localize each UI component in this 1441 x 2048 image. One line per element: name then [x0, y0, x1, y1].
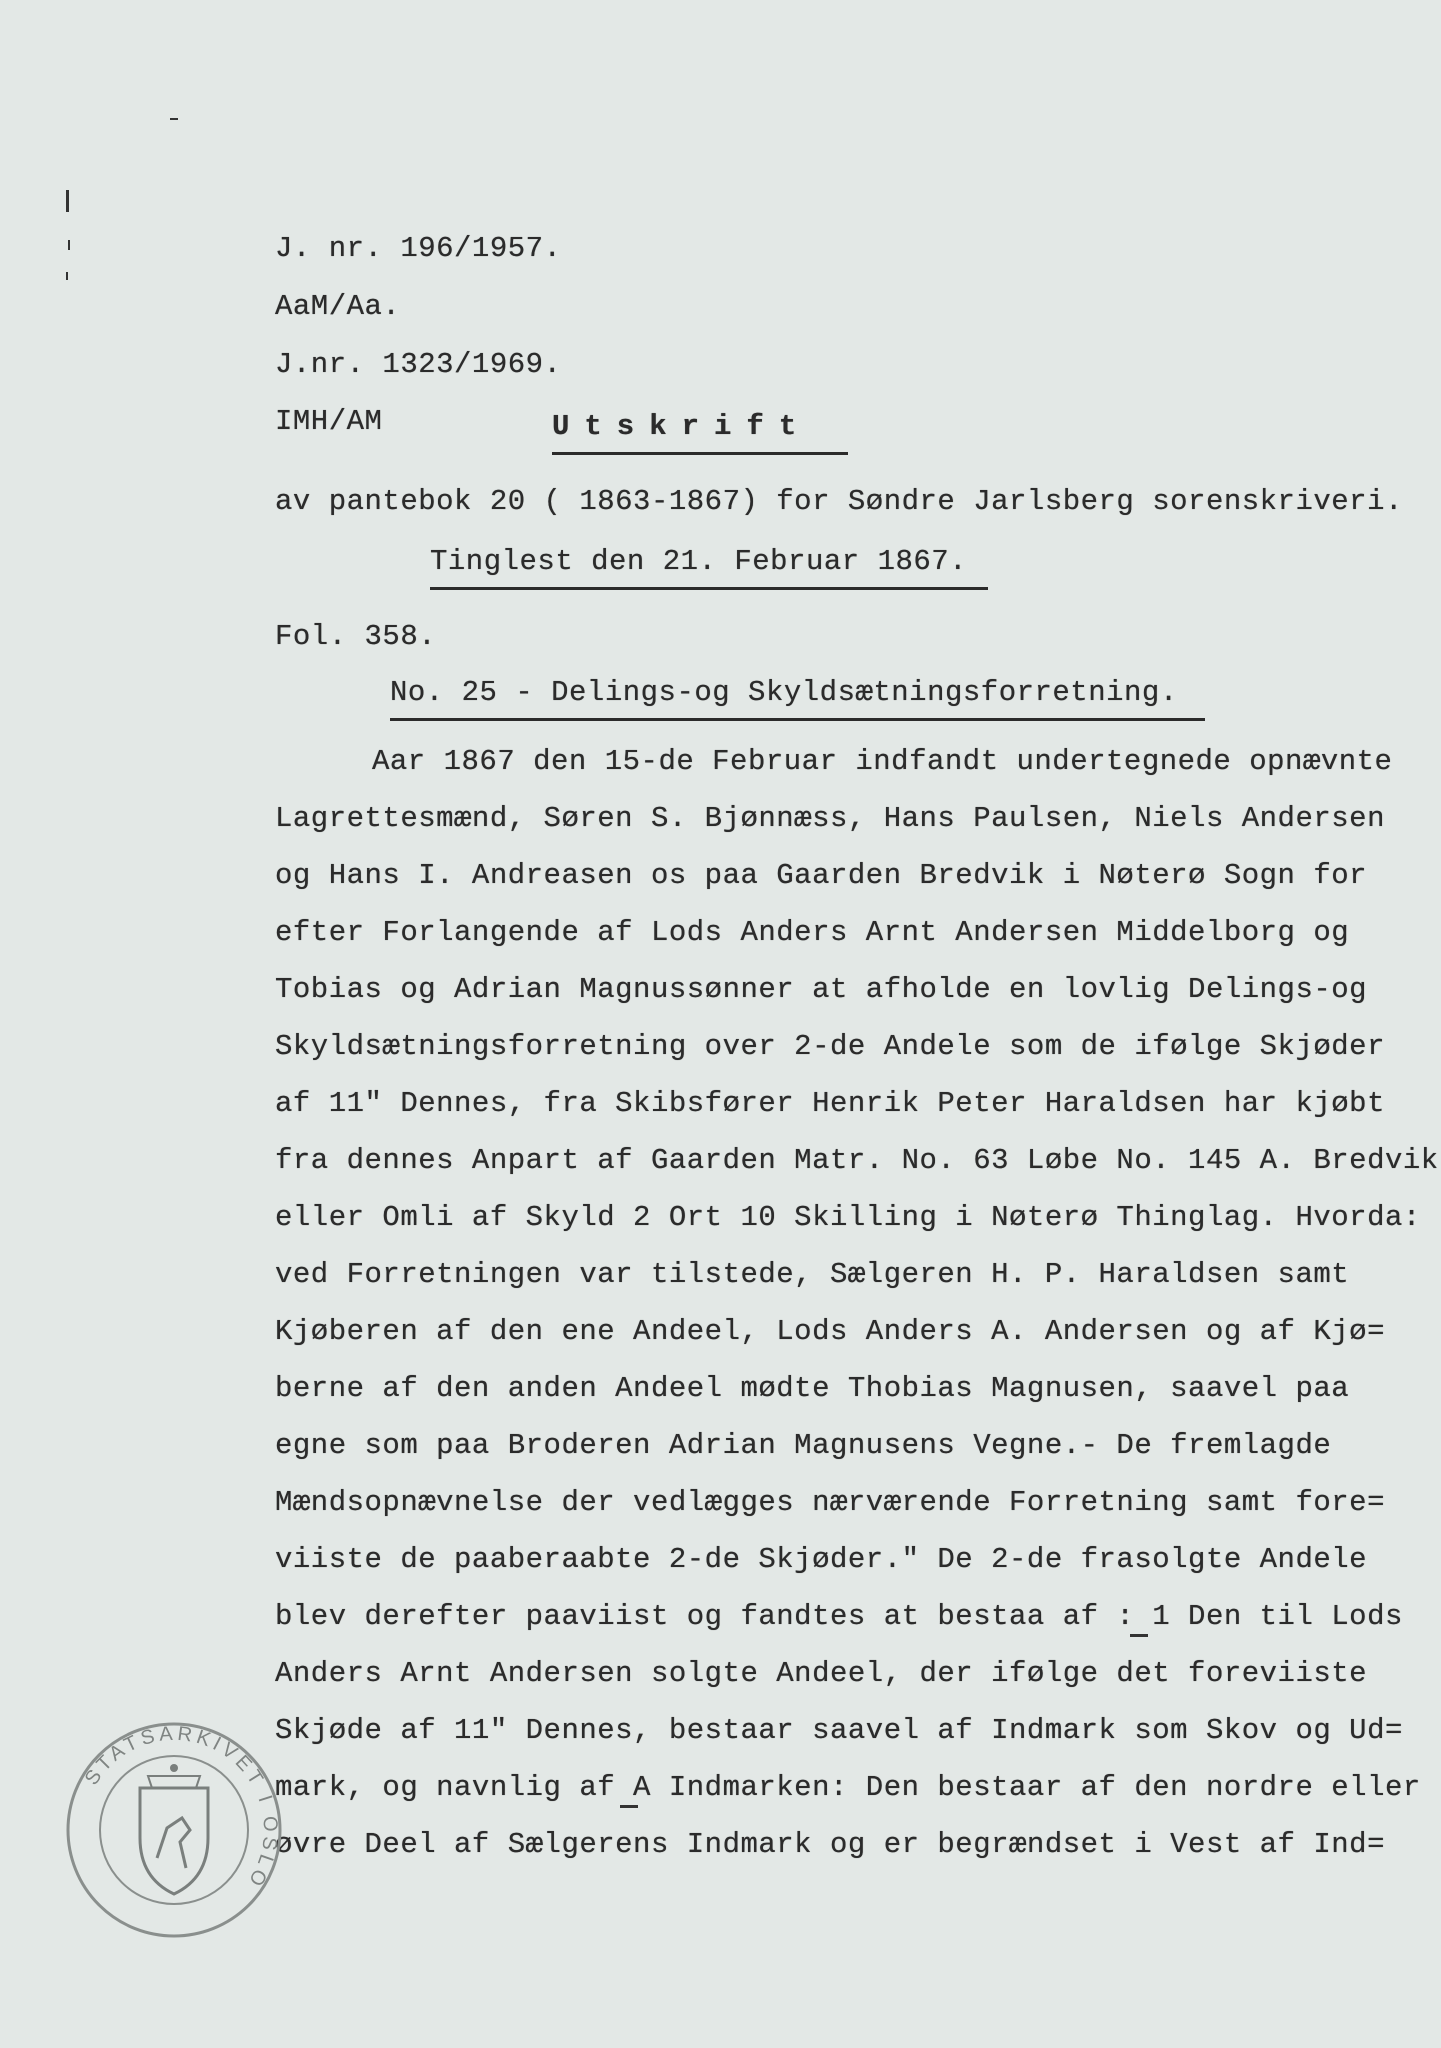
body-line: Skyldsætningsforretning over 2-de Andele som de ifølge Skjøder: [275, 1030, 1385, 1063]
body-line: øvre Deel af Sælgerens Indmark og er begrændset i Vest af Ind=: [275, 1828, 1385, 1861]
body-line: ved Forretningen var tilstede, Sælgeren H. P. Haraldsen samt: [275, 1258, 1350, 1291]
body-line: efter Forlangende af Lods Anders Arnt Andersen Middelborg og: [275, 916, 1350, 949]
body-line: blev derefter paaviist og fandtes at bestaa af : 1 Den til Lods: [275, 1600, 1403, 1633]
overbar-mark: [620, 1805, 638, 1808]
body-line: fra dennes Anpart af Gaarden Matr. No. 63 Løbe No. 145 A. Bredvik: [275, 1144, 1439, 1177]
folio: Fol. 358.: [275, 620, 437, 653]
margin-mark: [170, 118, 178, 120]
body-line: egne som paa Broderen Adrian Magnusens Vegne.- De fremlagde: [275, 1429, 1332, 1462]
section-heading: No. 25 - Delings-og Skyldsætningsforretning.: [390, 676, 1205, 721]
body-line: viiste de paaberaabte 2-de Skjøder." De 2-de frasolgte Andele: [275, 1543, 1368, 1576]
body-line: Aar 1867 den 15-de Februar indfandt undertegnede opnævnte: [372, 745, 1393, 778]
margin-mark: [68, 240, 70, 250]
source-line: av pantebok 20 ( 1863-1867) for Søndre Jarlsberg sorenskriveri.: [275, 485, 1403, 518]
body-line: Skjøde af 11" Dennes, bestaar saavel af Indmark som Skov og Ud=: [275, 1714, 1403, 1747]
stamp-text: STATSARKIVET I OSLO: [80, 1722, 282, 1893]
ref-number-2: J.nr. 1323/1969.: [275, 348, 562, 381]
body-line: Lagrettesmænd, Søren S. Bjønnæss, Hans Paulsen, Niels Andersen: [275, 802, 1385, 835]
registered-date: Tinglest den 21. Februar 1867.: [430, 545, 988, 590]
body-line: og Hans I. Andreasen os paa Gaarden Bredvik i Nøterø Sogn for: [275, 859, 1368, 892]
body-line: Anders Arnt Andersen solgte Andeel, der ifølge det foreviiste: [275, 1657, 1368, 1690]
body-line: mark, og navnlig af A Indmarken: Den bestaar af den nordre eller: [275, 1771, 1421, 1804]
margin-mark: [66, 272, 68, 280]
body-line: berne af den anden Andeel mødte Thobias Magnusen, saavel paa: [275, 1372, 1350, 1405]
archive-stamp-icon: [62, 1718, 286, 1942]
body-line: Tobias og Adrian Magnussønner at afholde en lovlig Delings-og: [275, 973, 1368, 1006]
ref-number-1: J. nr. 196/1957.: [275, 232, 562, 265]
body-line: eller Omli af Skyld 2 Ort 10 Skilling i Nøterø Thinglag. Hvorda:: [275, 1201, 1421, 1234]
overbar-mark: [1130, 1634, 1148, 1637]
page-title: Utskrift: [552, 410, 848, 455]
ref-initials-1: AaM/Aa.: [275, 290, 401, 323]
body-line: Kjøberen af den ene Andeel, Lods Anders A. Andersen og af Kjø=: [275, 1315, 1385, 1348]
body-line: Mændsopnævnelse der vedlægges nærværende Forretning samt fore=: [275, 1486, 1385, 1519]
body-line: af 11" Dennes, fra Skibsfører Henrik Peter Haraldsen har kjøbt: [275, 1087, 1385, 1120]
ref-initials-2: IMH/AM: [275, 405, 383, 438]
margin-mark: [66, 190, 69, 212]
